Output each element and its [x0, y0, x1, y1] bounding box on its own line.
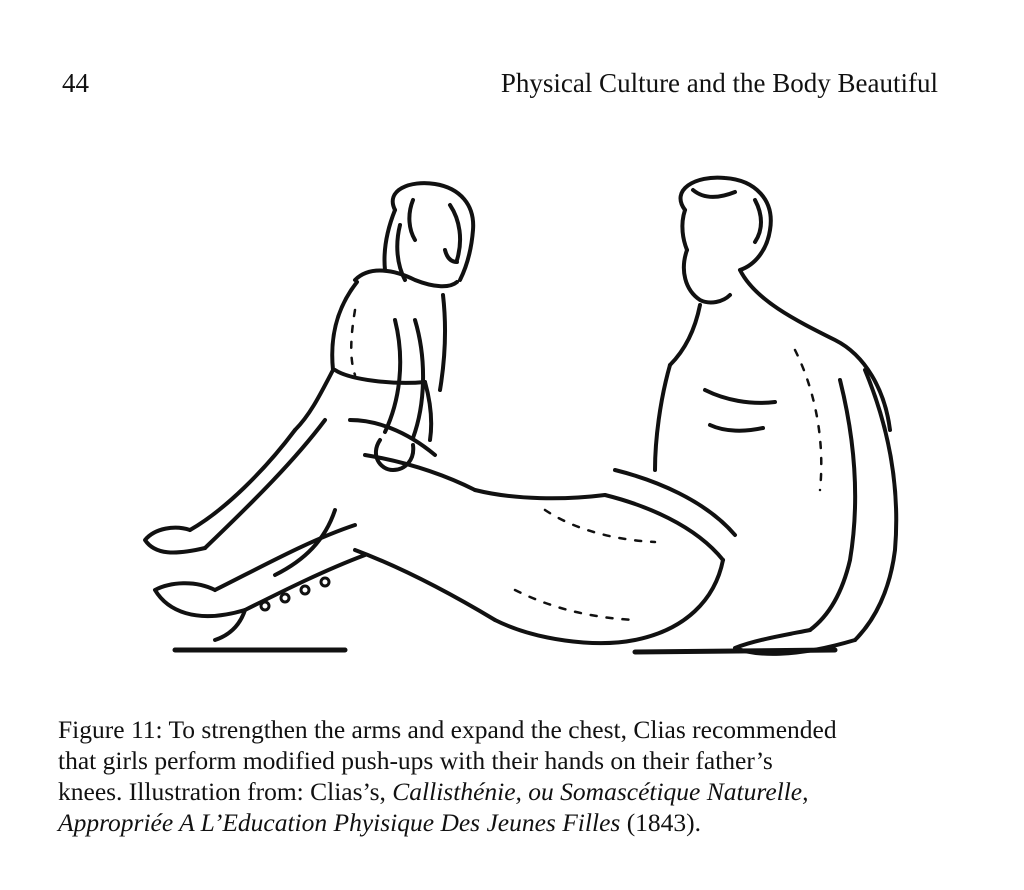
figure-illustration	[95, 170, 915, 670]
caption-book-title-part-1: Callisthénie, ou Somascétique Naturelle,	[392, 777, 809, 806]
caption-line-2: that girls perform modified push-ups with their hands on their father’s	[58, 746, 773, 775]
running-header-title: Physical Culture and the Body Beautiful	[500, 68, 938, 98]
caption-line-4	[58, 807, 958, 838]
caption-book-title-part-2: Appropriée A L’Education Phyisique Des Jeunes Filles	[58, 808, 621, 837]
caption-line-3	[58, 776, 958, 807]
page-number: 44	[62, 68, 89, 98]
caption-line-1: Figure 11: To strengthen the arms and expand the chest, Clias recommended	[58, 715, 837, 744]
caption-year: (1843).	[620, 808, 702, 837]
figure-caption	[58, 714, 958, 838]
caption-line-3-text: knees. Illustration from: Clias’s,	[58, 777, 393, 806]
